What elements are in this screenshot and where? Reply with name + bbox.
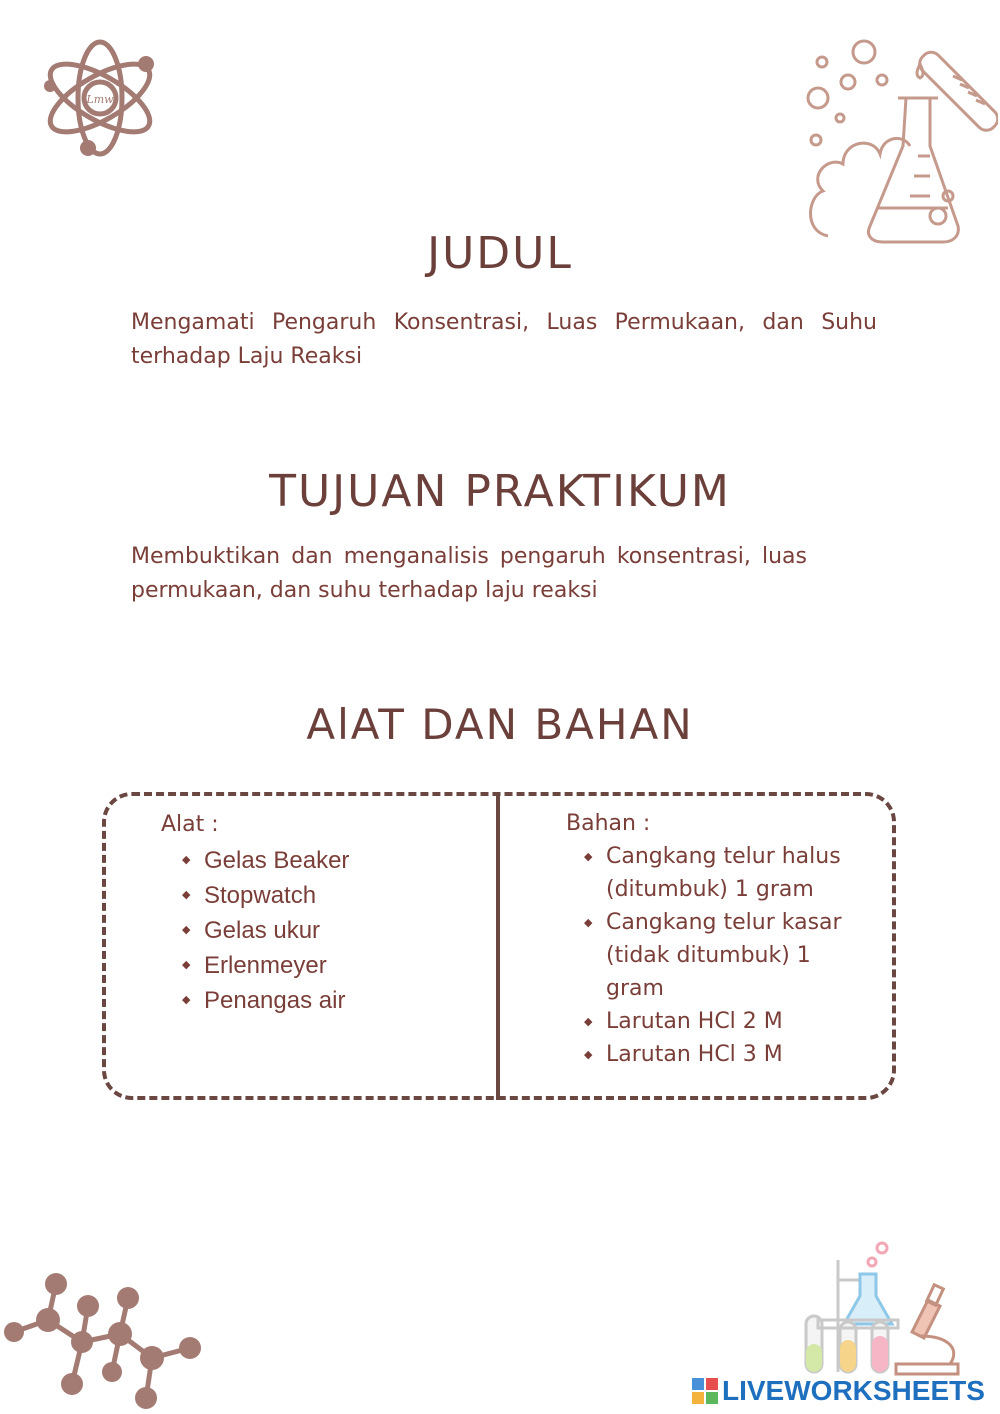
bahan-list — [582, 840, 872, 1071]
bullet-icon: ◆ — [584, 1015, 593, 1028]
bahan-item — [582, 906, 872, 1005]
tujuan-text-line2: permukaan, dan suhu terhadap laju reaksi — [131, 578, 598, 603]
bullet-icon: ◆ — [182, 889, 191, 901]
bahan-item — [582, 1038, 872, 1071]
bullet-icon: ◆ — [182, 924, 191, 936]
bahan-item-line: Larutan HCl 3 M — [606, 1042, 783, 1067]
judul-heading: JUDUL — [427, 228, 573, 279]
judul-text — [131, 306, 877, 374]
box-divider — [496, 792, 500, 1100]
alat-title: Alat : — [161, 812, 219, 837]
tujuan-text — [131, 540, 807, 608]
liveworksheets-text: LIVEWORKSHEETS — [722, 1375, 985, 1406]
bullet-icon: ◆ — [182, 854, 191, 866]
tujuan-text-line1: Membuktikan dan menganalisis pengaruh konsentrasi, luas — [131, 544, 807, 569]
bahan-item-line: gram — [606, 976, 664, 1001]
bahan-item — [582, 840, 872, 906]
live-badge-icon — [692, 1378, 718, 1404]
alat-item — [180, 983, 480, 1018]
bahan-item-line: (tidak ditumbuk) 1 — [606, 943, 811, 968]
bahan-item-line: Cangkang telur halus — [606, 844, 841, 869]
atom-icon-label: Lmw — [86, 93, 114, 106]
judul-text-line1: Mengamati Pengaruh Konsentrasi, Luas Permukaan, dan Suhu — [131, 310, 877, 335]
alat-bahan-heading: AlAT DAN BAHAN — [306, 700, 694, 749]
flask-icon — [798, 36, 998, 248]
alat-item-label: Gelas Beaker — [204, 847, 350, 874]
molecule-icon — [0, 1262, 220, 1414]
alat-item — [180, 913, 480, 948]
bahan-item-line: Larutan HCl 2 M — [606, 1009, 783, 1034]
alat-list — [180, 843, 480, 1018]
bullet-icon: ◆ — [584, 1048, 593, 1061]
liveworksheets-watermark[interactable] — [692, 1374, 985, 1408]
bullet-icon: ◆ — [584, 850, 593, 863]
bahan-item-line: Cangkang telur kasar — [606, 910, 842, 935]
bullet-icon: ◆ — [182, 959, 191, 971]
alat-item — [180, 878, 480, 913]
bahan-title: Bahan : — [566, 811, 651, 836]
judul-text-line2: terhadap Laju Reaksi — [131, 344, 363, 369]
tujuan-heading: TUJUAN PRAKTIKUM — [269, 466, 731, 517]
alat-item-label: Gelas ukur — [204, 917, 321, 944]
atom-icon — [34, 36, 164, 160]
alat-item-label: Erlenmeyer — [204, 952, 327, 979]
alat-item — [180, 843, 480, 878]
bullet-icon: ◆ — [584, 916, 593, 929]
bullet-icon: ◆ — [182, 994, 191, 1006]
alat-item-label: Penangas air — [204, 987, 346, 1014]
alat-item — [180, 948, 480, 983]
bahan-item-line: (ditumbuk) 1 gram — [606, 877, 814, 902]
bahan-item — [582, 1005, 872, 1038]
lab-equipment-icon — [800, 1240, 970, 1376]
alat-item-label: Stopwatch — [204, 882, 317, 909]
